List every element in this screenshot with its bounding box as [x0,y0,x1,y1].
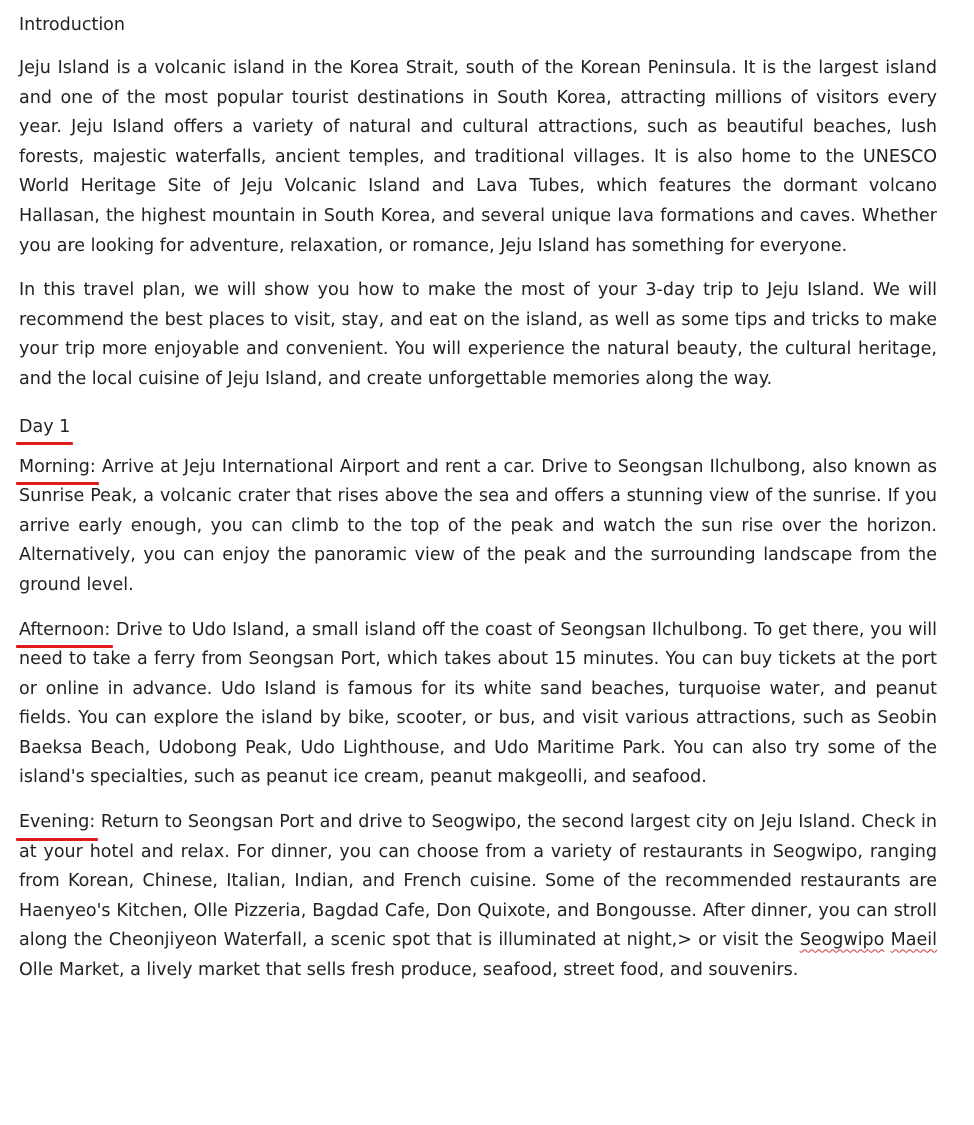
evening-text-after: Olle Market, a lively market that sells fresh produce, seafood, street food, and souvenirs. [19,960,799,981]
evening-paragraph [19,808,937,986]
document-body [19,10,937,1001]
morning-label: Morning: [19,453,96,483]
morning-paragraph [19,453,937,601]
afternoon-text: Drive to Udo Island, a small island off the coast of Seongsan Ilchulbong. To get there, you will need to take a ferry from Seongsan Port, which takes about 15 minutes. You can buy tickets at the port or online in advance. Udo Island is famous for its white sand beaches, turquoise water, and peanut fields. You can explore the island by bike, scooter, or bus, and visit various attractions, such as Seobin Baeksa Beach, Udobong Peak, Udo Lighthouse, and Udo Maritime Park. You can also try some of the island's specialties, such as peanut ice cream, peanut makgeolli, and seafood. [19,619,937,788]
afternoon-paragraph [19,616,937,794]
intro-paragraph-1: Jeju Island is a volcanic island in the Korea Strait, south of the Korean Peninsula. It is the largest island and one of the most popular tourist destinations in South Korea, attracting millions of visitors every year. Jeju Island offers a variety of natural and cultural attractions, such as beautiful beaches, lush forests, majestic waterfalls, ancient temples, and traditional villages. It is also home to the UNESCO World Heritage Site of Jeju Volcanic Island and Lava Tubes, which features the dormant volcano Hallasan, the highest mountain in South Korea, and several unique lava formations and caves. Whether you are looking for adventure, relaxation, or romance, Jeju Island has something for everyone. [19,58,937,256]
spellcheck-word-maeil: Maeil [890,930,937,951]
evening-text-before: Return to Seongsan Port and drive to Seogwipo, the second largest city on Jeju Island. Check in at your hotel and relax. For dinner, you can choose from a variety of restaurants in Seogwipo, ranging from Korean, Chinese, Italian, Indian, and French cuisine. Some of the recommended restaurants are Haenyeo's Kitchen, Olle Pizzeria, Bagdad Cafe, Don Quixote, and Bongousse. After dinner, you can stroll along the Cheonjiyeon Waterfall, a scenic spot that is illuminated at night,> or visit the [19,812,937,951]
spellcheck-word-seogwipo: Seogwipo [799,930,885,951]
evening-label: Evening: [19,808,95,838]
intro-heading: Introduction [19,15,125,35]
intro-paragraph-2: In this travel plan, we will show you how to make the most of your 3-day trip to Jeju Island. We will recommend the best places to visit, stay, and eat on the island, as well as some tips and tricks to make your trip more enjoyable and convenient. You will experience the natural beauty, the cultural heritage, and the local cuisine of Jeju Island, and create unforgettable memories along the way. [19,280,937,389]
morning-text: Arrive at Jeju International Airport and rent a car. Drive to Seongsan Ilchulbong, also known as Sunrise Peak, a volcanic crater that rises above the sea and offers a stunning view of the sunrise. If you arrive early enough, you can climb to the top of the peak and watch the sun rise over the horizon. Alternatively, you can enjoy the panoramic view of the peak and the surrounding landscape from the ground level. [19,456,937,595]
day-1-heading [19,412,937,442]
day-1-label: Day 1 [19,412,70,442]
afternoon-label: Afternoon: [19,616,110,646]
